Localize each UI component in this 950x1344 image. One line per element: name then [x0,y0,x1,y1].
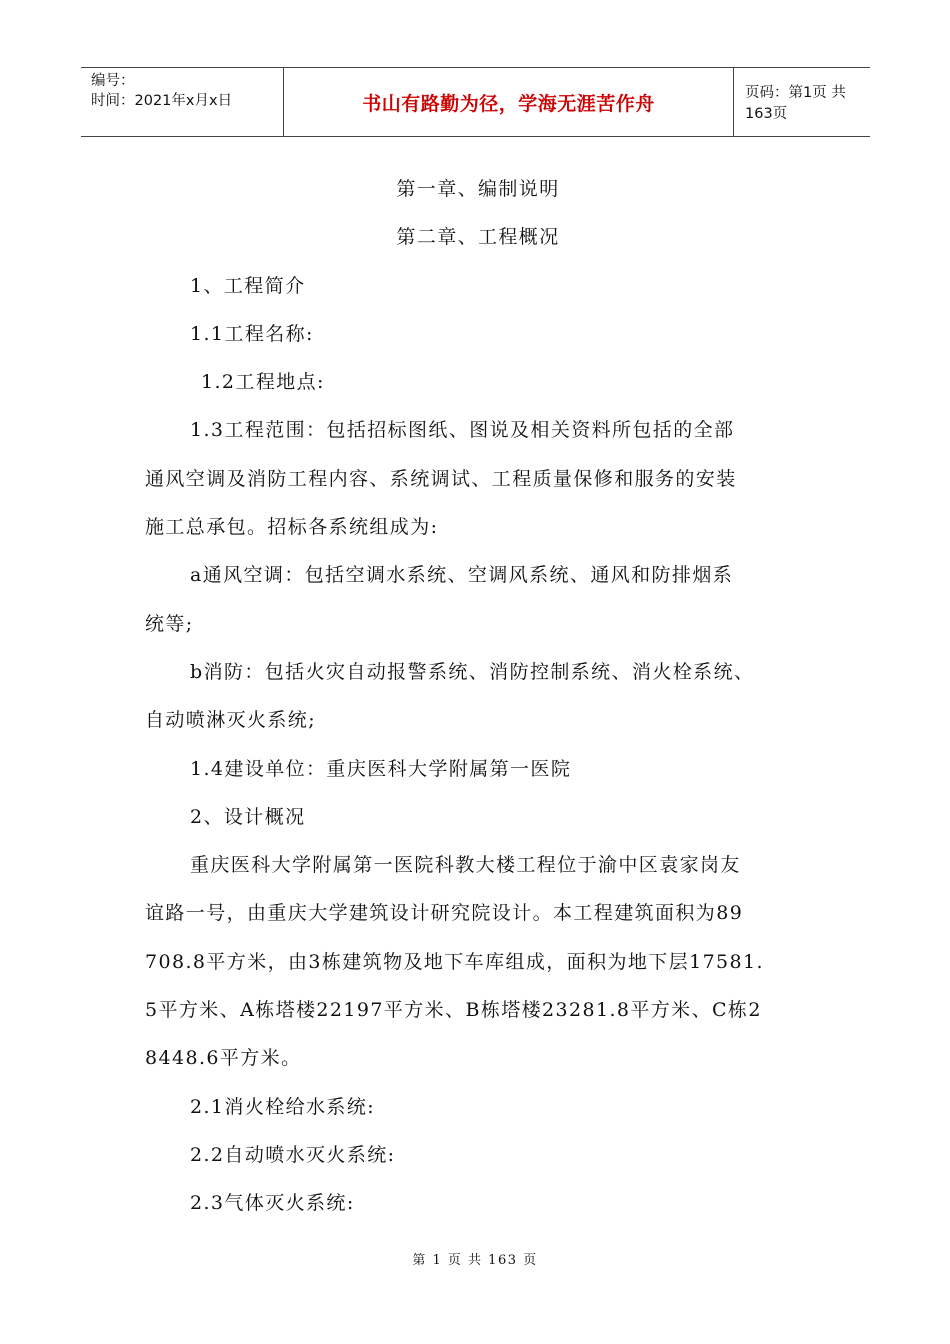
header-page-info [734,68,870,136]
design-paragraph-line-1: 重庆医科大学附属第一医院科教大楼工程位于渝中区袁家岗友 [190,854,741,877]
design-paragraph-line-4: 5平方米、A栋塔楼22197平方米、B栋塔楼23281.8平方米、C栋2 [145,999,762,1022]
item-1-1: 1.1工程名称: [190,322,314,345]
header-meta [81,68,283,136]
page-header [81,67,870,137]
chapter-1-title: 第一章、编制说明 [396,178,560,200]
page-info-text: 页码：第1页 共163页 [745,85,846,122]
item-1-2: 1.2工程地点: [201,371,325,394]
item-2-2: 2.2自动喷水灭火系统: [190,1143,396,1166]
code-label: 编号： [91,73,135,89]
item-a-line-1: a通风空调：包括空调水系统、空调风系统、通风和防排烟系 [190,564,734,587]
page-footer: 第 1 页 共 163 页 [412,1253,538,1268]
design-paragraph-line-2: 谊路一号，由重庆大学建筑设计研究院设计。本工程建筑面积为89 [145,902,744,925]
item-b-line-1: b消防：包括火灾自动报警系统、消防控制系统、消火栓系统、 [190,660,755,683]
design-paragraph-line-5: 8448.6平方米。 [145,1047,302,1070]
chapter-2-title: 第二章、工程概况 [396,226,560,249]
header-motto-cell [283,68,734,136]
design-paragraph-line-3: 708.8平方米，由3栋建筑物及地下车库组成，面积为地下层17581. [145,950,764,973]
item-1-3-line-1: 1.3工程范围：包括招标图纸、图说及相关资料所包括的全部 [190,419,735,442]
section-2-heading: 2、设计概况 [190,805,306,828]
motto-text: 书山有路勤为径，学海无涯苦作舟 [362,92,655,115]
section-1-heading: 1、工程简介 [190,274,306,297]
item-a-line-2: 统等; [145,612,194,635]
item-1-3-line-2: 通风空调及消防工程内容、系统调试、工程质量保修和服务的安装 [145,467,737,490]
item-2-3: 2.3气体灭火系统: [190,1192,355,1215]
document-body [145,165,811,1228]
time-label: 时间：2021年x月x日 [91,93,233,109]
item-1-3-line-3: 施工总承包。招标各系统组成为: [145,516,439,539]
item-2-1: 2.1消火栓给水系统: [190,1095,376,1118]
item-b-line-2: 自动喷淋灭火系统; [145,709,317,732]
item-1-4: 1.4建设单位：重庆医科大学附属第一医院 [190,757,572,780]
